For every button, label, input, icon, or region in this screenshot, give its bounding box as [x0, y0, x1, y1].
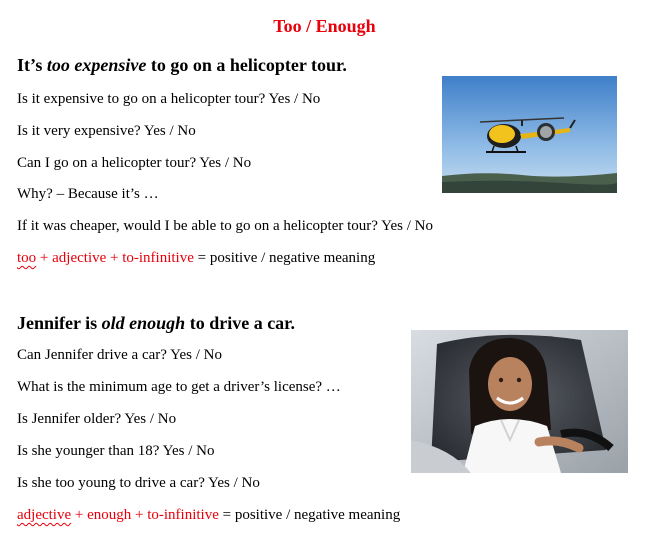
- question-line: Can Jennifer drive a car? Yes / No: [17, 347, 222, 363]
- rule-keyword: too: [17, 250, 37, 266]
- question-line: Is Jennifer older? Yes / No: [17, 411, 177, 427]
- question-line: Why? – Because it’s …: [17, 186, 159, 202]
- question-line: Is it expensive to go on a helicopter tour? Yes / No: [17, 91, 321, 107]
- helicopter-photo: [442, 76, 617, 193]
- question-line: If it was cheaper, would I be able to go on a helicopter tour? Yes / No: [17, 218, 433, 234]
- question-line: Can I go on a helicopter tour? Yes / No: [17, 155, 252, 171]
- rule-keyword: adjective: [17, 507, 72, 523]
- woman-driving-car-photo: [411, 330, 628, 473]
- page-title: Too / Enough: [273, 16, 376, 36]
- question-line: Is it very expensive? Yes / No: [17, 123, 196, 139]
- question-line: Is she too young to drive a car? Yes / No: [17, 475, 260, 491]
- question-line: What is the minimum age to get a driver’s license? …: [17, 379, 341, 395]
- rule-line: too + adjective + to-infinitive = positive / negative meaning: [17, 250, 376, 266]
- section1-heading: It’s too expensive to go on a helicopter tour.: [17, 55, 347, 75]
- question-line: Is she younger than 18? Yes / No: [17, 443, 215, 459]
- section2-heading: Jennifer is old enough to drive a car.: [17, 313, 296, 333]
- rule-line: adjective + enough + to-infinitive = positive / negative meaning: [17, 507, 401, 523]
